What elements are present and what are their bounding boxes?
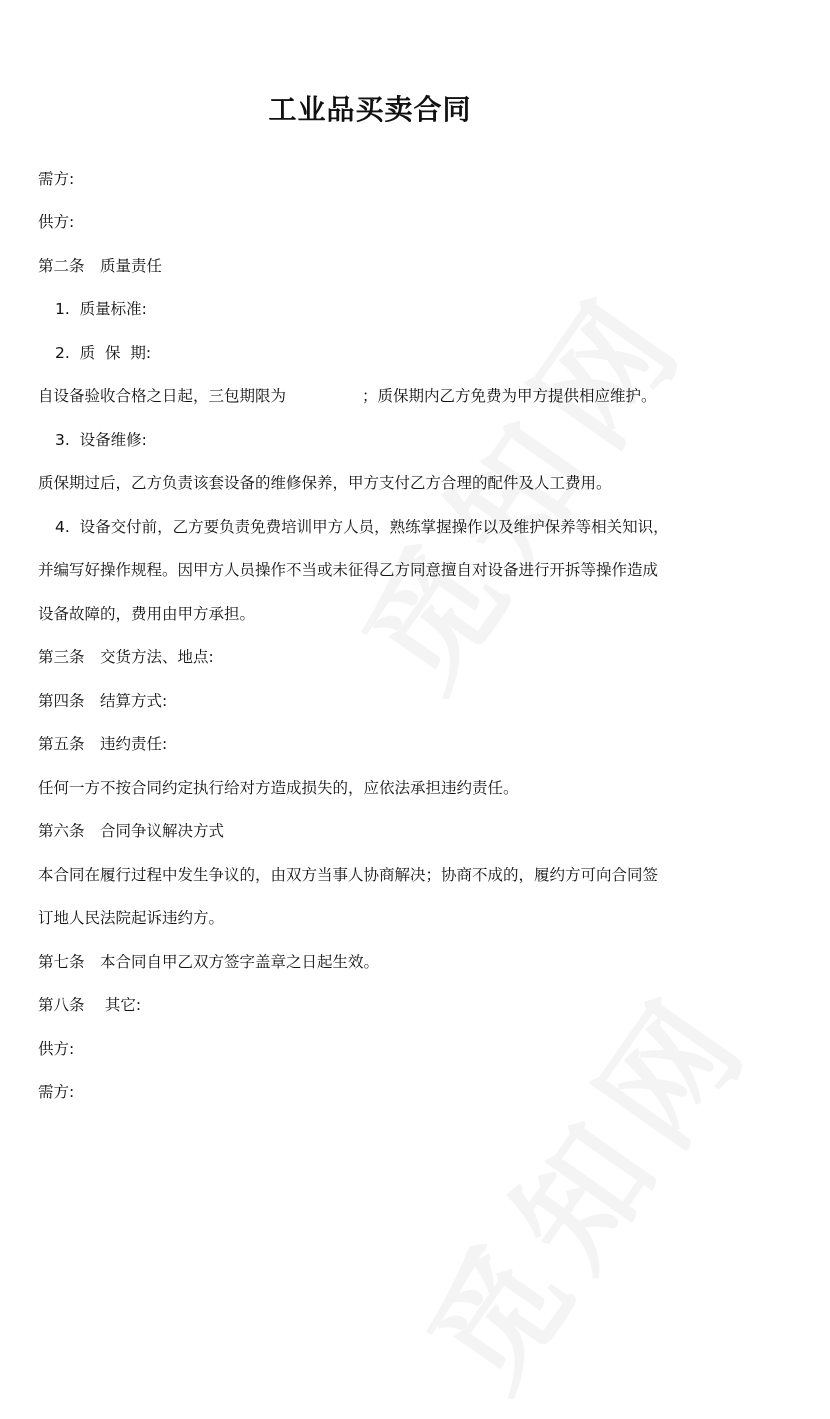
article-6-heading: 第六条 合同争议解决方式 [38,822,225,840]
article-2-heading: 第二条 质量责任 [38,257,163,275]
article-7-heading: 第七条 本合同自甲乙双方签字盖章之日起生效。 [38,953,380,971]
warranty-terms [38,385,657,407]
post-warranty-text: 质保期过后，乙方负责该套设备的维修保养，甲方支付乙方合理的配件及人工费用。 [38,474,612,492]
training-clause: 4. 设备交付前，乙方要负责免费培训甲方人员，熟练掌握操作以及维护保养等相关知识， [55,518,669,536]
article-8-heading: 第八条 其它: [38,996,142,1014]
article-5-heading: 第五条 违约责任: [38,735,168,753]
article-4-heading: 第四条 结算方式: [38,692,168,710]
warranty-period: 2. 质 保 期: [55,344,152,362]
watermark-lower [378,948,786,1419]
article-3-heading: 第三条 交货方法、地点: [38,648,214,666]
warranty-terms-start: 自设备验收合格之日起，三包期限为 [38,387,287,405]
supplier-label: 供方: [38,213,75,231]
liability-text: 任何一方不按合同约定执行给对方造成损失的，应依法承担违约责任。 [38,779,519,797]
supplier-signature-label: 供方: [38,1040,75,1058]
quality-standard: 1. 质量标准: [55,300,147,318]
equipment-maintenance: 3. 设备维修: [55,431,147,449]
buyer-label: 需方: [38,170,75,188]
warranty-terms-end: ；质保期内乙方免费为甲方提供相应维护。 [362,387,657,405]
training-clause-cont: 并编写好操作规程。因甲方人员操作不当或未征得乙方同意擅自对设备进行开拆等操作造成 [38,561,659,579]
training-clause-end: 设备故障的，费用由甲方承担。 [38,605,256,623]
document-title: 工业品买卖合同 [268,93,472,126]
buyer-signature-label: 需方: [38,1083,75,1101]
dispute-text-cont: 订地人民法院起诉违约方。 [38,909,225,927]
dispute-text: 本合同在履行过程中发生争议的，由双方当事人协商解决；协商不成的，履约方可向合同签 [38,866,659,884]
